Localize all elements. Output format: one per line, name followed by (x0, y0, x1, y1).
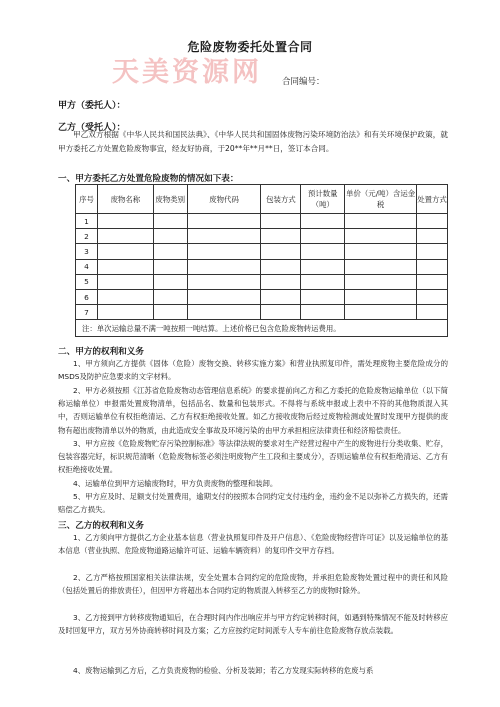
table-row (76, 305, 448, 320)
table-cell[interactable] (187, 214, 261, 229)
table-cell[interactable] (301, 274, 345, 289)
section-2-heading: 二、甲方的权利和义务 (58, 347, 144, 357)
table-cell[interactable] (153, 259, 187, 274)
table-cell[interactable] (261, 274, 301, 289)
row-number: 6 (76, 289, 98, 304)
table-cell[interactable] (153, 229, 187, 244)
table-cell[interactable] (417, 214, 448, 229)
table-cell[interactable] (97, 305, 153, 320)
table-cell[interactable] (261, 305, 301, 320)
table-cell[interactable] (345, 244, 417, 259)
table-cell[interactable] (345, 274, 417, 289)
table-cell[interactable] (187, 305, 261, 320)
table-cell[interactable] (153, 289, 187, 304)
table-cell[interactable] (417, 244, 448, 259)
table-cell[interactable] (187, 274, 261, 289)
table-cell[interactable] (97, 244, 153, 259)
table-cell[interactable] (301, 214, 345, 229)
section-2-clause-1: 1、甲方须向乙方提供《固体（危险）废物交换、转移实施方案》和营业执照复印件，需处理废物主要危险成分的MSDS及防护应急要求的文字材料。 (58, 359, 448, 382)
table-cell[interactable] (187, 244, 261, 259)
row-number: 2 (76, 229, 98, 244)
table-note: 注：单次运输总量不满一吨按照一吨结算。上述价格已包含危险废物转运费用。 (76, 320, 448, 337)
table-cell[interactable] (261, 289, 301, 304)
table-cell[interactable] (301, 305, 345, 320)
section-3-clause-2: 2、乙方严格按照国家相关法律法规，安全处置本合同约定的危险废物，并承担危险废物处置过程中的责任和风险（包括处置后的排放责任），但因甲方将超出本合同约定的物质混入转移至乙方的废物时除外。 (58, 573, 448, 596)
table-row (76, 214, 448, 229)
table-cell[interactable] (345, 289, 417, 304)
table-cell[interactable] (97, 229, 153, 244)
section-3-heading: 三、乙方的权利和义务 (58, 521, 144, 531)
table-row (76, 229, 448, 244)
waste-table (75, 184, 448, 337)
section-2-clause-5: 5、甲方应及时、足额支付处置费用，逾期支付的按照本合同约定支付违约金，违约金不足以弥补乙方损失的，还需赔偿乙方损失。 (58, 492, 448, 515)
row-number: 1 (76, 214, 98, 229)
table-cell[interactable] (301, 259, 345, 274)
section-2-clause-4: 4、运输单位到甲方运输废物时，甲方负责废物的整理和装卸。 (73, 479, 278, 488)
party-a-label: 甲方（委托人）： (58, 101, 126, 111)
table-cell[interactable] (417, 305, 448, 320)
column-header: 废物代码 (187, 185, 261, 214)
row-number: 7 (76, 305, 98, 320)
table-cell[interactable] (97, 259, 153, 274)
table-cell[interactable] (153, 244, 187, 259)
table-row (76, 289, 448, 304)
section-2-clause-2: 2、甲方必须按照《江苏省危险废物动态管理信息系统》的要求提前向乙方和乙方委托的危险废物运输单位（以下简称运输单位）申报需处置废物清单，包括品名、数量和包装形式。不得将与系统申报或上表中不符的其他物质混入其中，否则运输单位有权拒绝清运、乙方有权拒绝接收处置。如乙方接收废物后经过废物检测或处置时发现甲方提供的废物有超出废物清单以外的物质，由此造成安全事故及环境污染的由甲方承担相应法律责任和经济赔偿责任。 (58, 386, 448, 435)
table-cell[interactable] (301, 229, 345, 244)
table-cell[interactable] (261, 259, 301, 274)
row-number: 4 (76, 259, 98, 274)
section-3-clause-1: 1、乙方须向甲方提供乙方企业基本信息（营业执照复印件及开户信息）、《危险废物经营许可证》以及运输单位的基本信息（营业执照、危险废物道路运输许可证、运输车辆资料）的复印件交甲方存档。 (58, 533, 448, 556)
table-cell[interactable] (97, 289, 153, 304)
table-cell[interactable] (417, 274, 448, 289)
table-cell[interactable] (153, 305, 187, 320)
column-header: 废物类别 (153, 185, 187, 214)
table-cell[interactable] (187, 229, 261, 244)
table-cell[interactable] (417, 259, 448, 274)
table-cell[interactable] (97, 274, 153, 289)
table-cell[interactable] (345, 305, 417, 320)
row-number: 5 (76, 274, 98, 289)
table-note-row (76, 320, 448, 337)
column-header: 包装方式 (261, 185, 301, 214)
column-header: 处置方式 (417, 185, 448, 214)
page-title: 危险废物委托处置合同 (187, 40, 313, 54)
table-cell[interactable] (345, 259, 417, 274)
table-cell[interactable] (97, 214, 153, 229)
contract-number-label: 合同编号： (282, 77, 325, 87)
table-cell[interactable] (187, 259, 261, 274)
table-cell[interactable] (301, 289, 345, 304)
section-2-clause-3: 3、甲方应按《危险废物贮存污染控制标准》等法律法规的要求对生产经营过程中产生的废物进行分类收集、贮存，包装容器完好，标识规范清晰（危险废物标签必须注明废物产生工段和主要成分），否则运输单位有权拒绝清运、乙方有权拒绝接收处置。 (58, 439, 448, 475)
table-row (76, 274, 448, 289)
row-number: 3 (76, 244, 98, 259)
table-cell[interactable] (187, 289, 261, 304)
table-header-row (76, 185, 448, 214)
table-row (76, 259, 448, 274)
party-b-label: 乙方（受托人）： (58, 123, 126, 133)
column-header: 序号 (76, 185, 98, 214)
column-header: 单价（元/吨）含运金税 (345, 185, 417, 214)
table-row (76, 244, 448, 259)
table-cell[interactable] (345, 229, 417, 244)
section-3-clause-4: 4、废物运输到乙方后，乙方负责废物的检验、分析及装卸；若乙方发现实际转移的危废与系 (73, 666, 374, 675)
table-cell[interactable] (153, 214, 187, 229)
table-cell[interactable] (417, 229, 448, 244)
column-header: 预计数量（吨） (301, 185, 345, 214)
table-cell[interactable] (261, 214, 301, 229)
table-cell[interactable] (153, 274, 187, 289)
table-cell[interactable] (345, 214, 417, 229)
table-cell[interactable] (261, 229, 301, 244)
column-header: 废物名称 (97, 185, 153, 214)
section-3-clause-3: 3、乙方接到甲方转移废物通知后，在合理时间内作出响应并与甲方约定转移时间，如遇到特殊情况不能及时转移应及时回复甲方，双方另外协商转移时间及方案；乙方应按约定时间派专人专车前往危险废物存放点装载。 (58, 613, 448, 636)
section-1-heading: 一、甲方委托乙方处置危险废物的情况如下表： (58, 174, 239, 184)
intro-paragraph: 甲乙双方根据《中华人民共和国民法典》、《中华人民共和国固体废物污染环境防治法》和有关环境保护政策，就甲方委托乙方处置危险废物事宜，经友好协商，于20**年**月**日，签订本合同。 (58, 130, 448, 153)
table-cell[interactable] (261, 244, 301, 259)
table-cell[interactable] (301, 244, 345, 259)
table-cell[interactable] (417, 289, 448, 304)
watermark: 天美资源网 (112, 57, 262, 88)
